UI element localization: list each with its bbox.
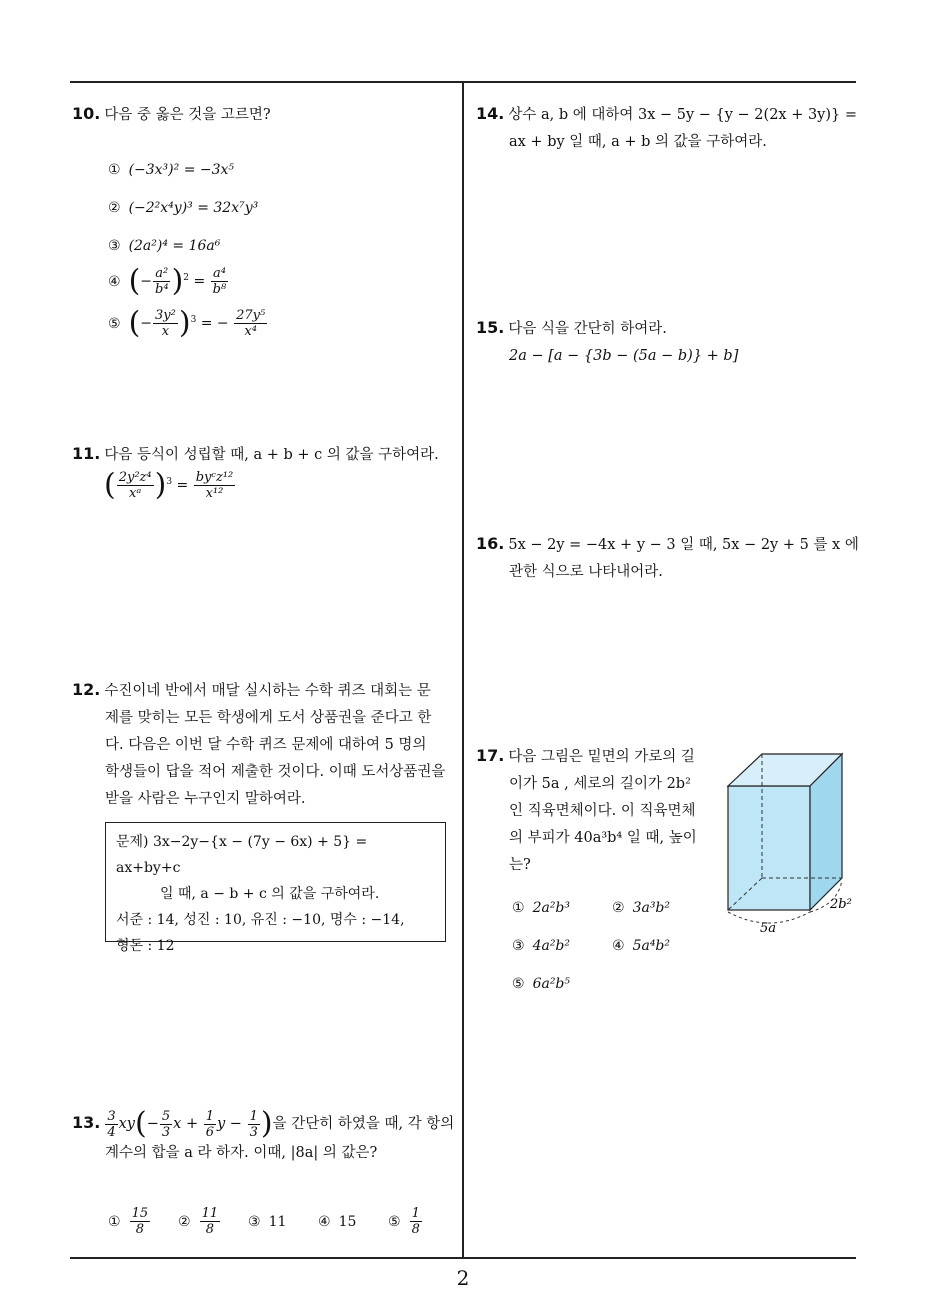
- q10-option-4[interactable]: ④ (− $\frac{\text{a²}}{\text{b⁴}}$ )$^2$ = $\frac{\text{a⁴}}{\text{b⁸}}$: [108, 263, 227, 299]
- question-15: 15. 다음 식을 간단히 하여라. 2a − [a − {3b − (5a − b)} + b]: [476, 318, 739, 364]
- question-text: 다음 등식이 성립할 때, a + b + c 의 값을 구하여라.: [104, 447, 439, 463]
- cuboid-front-face: [728, 786, 810, 910]
- q17-option-3[interactable]: ③ 4a²b²: [512, 938, 571, 954]
- q13-option-5[interactable]: ⑤ $\frac{1}{8}$: [388, 1206, 420, 1237]
- q17-option-5[interactable]: ⑤ 6a²b⁵: [512, 976, 571, 992]
- q13-option-2[interactable]: ② $\frac{11}{8}$: [178, 1206, 219, 1237]
- question-10: [72, 100, 452, 129]
- q13-option-4[interactable]: ④ 15: [318, 1214, 357, 1230]
- column-divider: [462, 83, 464, 1259]
- q17-option-2[interactable]: ② 3a³b²: [612, 900, 671, 916]
- page-number: 2: [456, 1266, 470, 1290]
- depth-label: 2b²: [830, 897, 852, 912]
- q12-problem-box: 문제) 3x−2y−{x − (7y − 6x) + 5} = ax+by+c 일 때, a − b + c 의 값을 구하여라. 서준 : 14, 성진 : 10, 유진 : −10, 명수 : −14, 형돈 : 12: [105, 822, 446, 942]
- q10-option-5[interactable]: ⑤ (− $\frac{\text{3y²}}{x}$ )$^3$ = − $\frac{\text{27y⁵}}{\text{x⁴}}$: [108, 305, 266, 341]
- q11-equation: ( $\frac{\text{2y²z⁴}}{\text{xᵃ}}$ )$^3$ = $\frac{\text{byᶜz¹²}}{\text{x¹²}}$: [104, 467, 234, 503]
- question-16: 16. 5x − 2y = −4x + y − 3 일 때, 5x − 2y + 5 를 x 에 관한 식으로 나타내어라.: [476, 534, 859, 580]
- question-11: 11. 다음 등식이 성립할 때, a + b + c 의 값을 구하여라.: [72, 444, 439, 463]
- q10-option-1[interactable]: ① (−3x³)² = −3x⁵: [108, 162, 235, 178]
- q13-option-1[interactable]: ① $\frac{15}{8}$: [108, 1206, 149, 1237]
- question-13: 13. $\frac{3}{4}$ xy(− $\frac{5}{3}$ x + $\frac{1}{6}$ y − $\frac{1}{3}$ )을 간단히 하였을 때, 각 항의 계수의 합을 a 라 하자. 이때, |8a| 의 값은?: [72, 1106, 455, 1161]
- width-label: 5a: [760, 921, 777, 936]
- cuboid-figure: [718, 746, 858, 938]
- q13-option-3[interactable]: ③ 11: [248, 1214, 287, 1230]
- question-text: 다음 중 옳은 것을 고르면?: [104, 107, 271, 123]
- question-17: 17. 다음 그림은 밑면의 가로의 길 이가 5a , 세로의 길이가 2b² 인 직육면체이다. 이 직육면체 의 부피가 40a³b⁴ 일 때, 높이 는?: [476, 746, 697, 873]
- question-14: 14. 상수 a, b 에 대하여 3x − 5y − {y − 2(2x + 3y)} = ax + by 일 때, a + b 의 값을 구하여라.: [476, 104, 858, 150]
- q17-option-1[interactable]: ① 2a²b³: [512, 900, 571, 916]
- question-number: 10.: [72, 104, 101, 123]
- question-12: 12. 수진이네 반에서 매달 실시하는 수학 퀴즈 대회는 문 제를 맞히는 모든 학생에게 도서 상품권을 준다고 한 다. 다음은 이번 달 수학 퀴즈 문제에 대하여 5 명의 학생들이 답을 적어 제출한 것이다. 이때 도서상품권을 받을 사람은 누구인지 말하여라.: [72, 680, 446, 807]
- q10-option-3[interactable]: ③ (2a²)⁴ = 16a⁶: [108, 238, 221, 254]
- q17-option-4[interactable]: ④ 5a⁴b²: [612, 938, 671, 954]
- q10-option-2[interactable]: ② (−2²x⁴y)³ = 32x⁷y³: [108, 200, 259, 216]
